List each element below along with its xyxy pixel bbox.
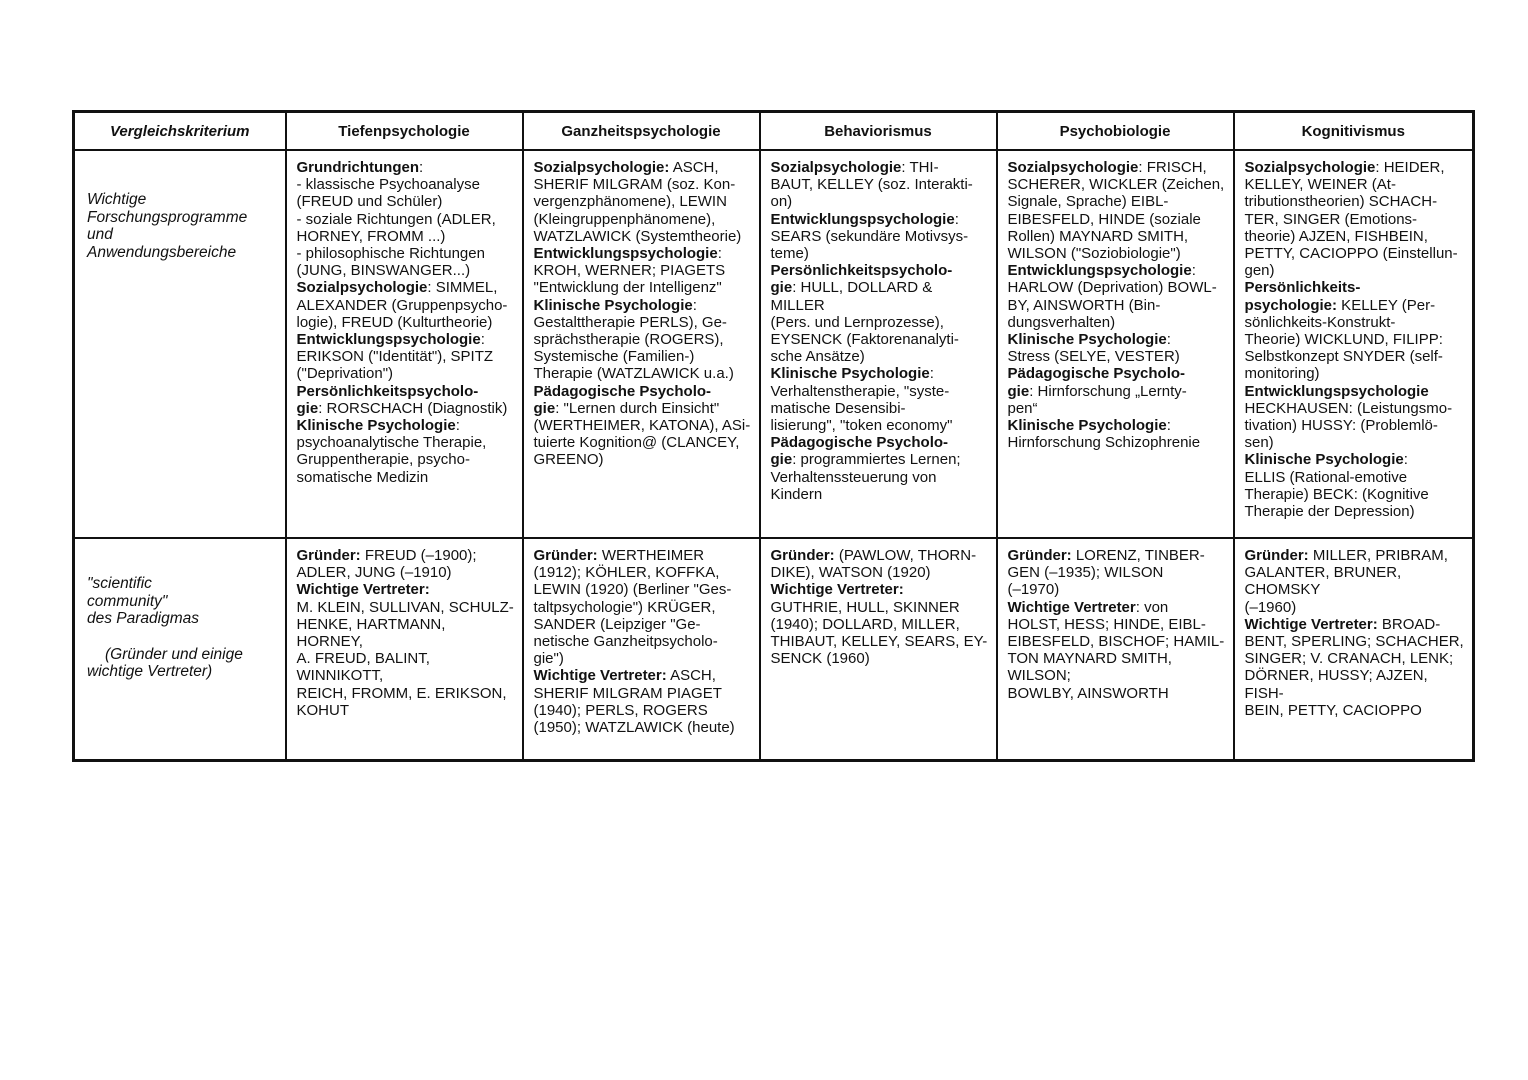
- row-label-community: [74, 538, 286, 761]
- header-criterion: Vergleichskriterium: [74, 112, 286, 151]
- cell-segment-heading: Gründer:: [770, 547, 835, 564]
- cell-segment-text: : ERIKSON ("Identität"), SPITZ ("Deprivation"): [296, 331, 494, 383]
- cell-segment-text: MILLER, PRIBRAM, GALANTER, BRUNER, CHOMSKY (–1960): [1244, 547, 1448, 616]
- cell-segment-heading: Klinische Psychologie: [1007, 417, 1167, 435]
- cell-segment-heading: Gründer:: [533, 547, 598, 564]
- cell-text: [534, 547, 753, 736]
- cell-segment-heading: Persönlichkeits- psychologie:: [1244, 279, 1361, 314]
- cell-segment-text: : FRISCH, SCHERER, WICKLER (Zeichen, Signale, Sprache) EIBL- EIBESFELD, HINDE (soziale Rollen) MAYNARD SMITH, WILSON ("Soziobiologie"): [1007, 159, 1225, 263]
- header-row: [74, 112, 1474, 151]
- cell-segment-heading: Sozialpsychologie: [1007, 159, 1139, 176]
- cell-segment-heading: Entwicklungspsychologie: [1244, 382, 1429, 400]
- cell-text: [1008, 547, 1227, 702]
- cell-segment-heading: Klinische Psychologie: [533, 296, 693, 314]
- cell-segment-text: : Hirnforschung „Lernty- pen“: [1007, 382, 1187, 417]
- cell-segment-heading: Klinische Psychologie: [296, 417, 456, 435]
- cell-segment-text: : - klassische Psychoanalyse (FREUD und Schüler) - soziale Richtungen (ADLER, HORNEY, FROMM ...) - philosophische Richtungen (JUNG, BINSWANGER...): [296, 159, 496, 280]
- cell-segment-text: ASCH, SHERIF MILGRAM PIAGET (1940); PERLS, ROGERS (1950); WATZLAWICK (heute): [533, 667, 735, 737]
- cell-segment-text: : Hirnforschung Schizophrenie: [1007, 417, 1201, 452]
- cell-segment-text: ASCH, SHERIF MILGRAM (soz. Kon- vergenzphänomene), LEWIN (Kleingruppenphänomene), WATZLAWICK (Systemtheorie): [533, 159, 742, 245]
- cell-segment-text: : HULL, DOLLARD & MILLER (Pers. und Lernprozesse), EYSENCK (Faktorenanalyti- sche Ansätze): [770, 279, 959, 366]
- cell-community-tiefenpsychologie: [286, 538, 523, 761]
- cell-segment-text: HECKHAUSEN: (Leistungsmo- tivation) HUSSY: (Problemlö- sen): [1244, 399, 1453, 452]
- cell-segment-heading: Sozialpsychologie: [770, 159, 902, 176]
- cell-segment-heading: Pädagogische Psycholo- gie: [1007, 365, 1186, 400]
- cell-research-kognitivismus: [1234, 150, 1474, 538]
- cell-text: [1008, 159, 1227, 451]
- row-label-community-subtext: (Gründer und einige wichtige Vertreter): [87, 645, 243, 680]
- header-behaviorismus: Behaviorismus: [760, 112, 997, 151]
- header-ganzheitspsychologie: Ganzheitspsychologie: [523, 112, 760, 151]
- cell-community-kognitivismus: [1234, 538, 1474, 761]
- cell-segment-text: : SIMMEL, ALEXANDER (Gruppenpsycho- logie), FREUD (Kulturtheorie): [296, 279, 508, 331]
- cell-segment-heading: Wichtige Vertreter:: [1244, 615, 1378, 633]
- row-label-research-text: Wichtige Forschungsprogramme und Anwendungsbereiche: [87, 191, 248, 261]
- cell-segment-heading: Gründer:: [296, 547, 361, 564]
- header-psychobiologie: Psychobiologie: [997, 112, 1234, 151]
- cell-segment-heading: Grundrichtungen: [296, 159, 419, 176]
- cell-research-behaviorismus: [760, 150, 997, 538]
- row-label-community-text: "scientific community" des Paradigmas: [87, 575, 200, 627]
- cell-segment-heading: Entwicklungspsychologie: [770, 210, 955, 228]
- cell-segment-heading: Persönlichkeitspsycholo- gie: [296, 382, 479, 417]
- cell-segment-text: LORENZ, TINBER- GEN (–1935); WILSON (–1970): [1007, 547, 1205, 599]
- cell-research-ganzheitspsychologie: [523, 150, 760, 538]
- cell-segment-heading: Wichtige Vertreter:: [296, 581, 430, 599]
- cell-segment-text: : programmiertes Lernen; Verhaltenssteuerung von Kindern: [770, 451, 961, 503]
- cell-text: [771, 547, 990, 667]
- cell-segment-heading: Wichtige Vertreter:: [770, 581, 904, 599]
- cell-segment-heading: Pädagogische Psycholo- gie: [770, 434, 949, 469]
- header-kognitivismus: Kognitivismus: [1234, 112, 1474, 151]
- cell-segment-text: : Verhaltenstherapie, "syste- matische Desensibi- lisierung", "token economy": [770, 365, 953, 435]
- cell-research-psychobiologie: [997, 150, 1234, 538]
- cell-segment-heading: Wichtige Vertreter: [1007, 598, 1136, 616]
- cell-community-ganzheitspsychologie: [523, 538, 760, 761]
- cell-segment-text: : KROH, WERNER; PIAGETS "Entwicklung der Intelligenz": [533, 245, 726, 297]
- row-research-programs: [74, 150, 1474, 538]
- cell-segment-text: : Stress (SELYE, VESTER): [1007, 331, 1180, 366]
- row-scientific-community: [74, 538, 1474, 761]
- cell-community-behaviorismus: [760, 538, 997, 761]
- cell-segment-heading: Persönlichkeitspsycholo- gie: [770, 262, 953, 297]
- cell-segment-heading: Entwicklungspsychologie: [296, 331, 481, 349]
- cell-segment-heading: Wichtige Vertreter:: [533, 667, 667, 685]
- cell-segment-text: : THI- BAUT, KELLEY (soz. Interakti- on): [770, 159, 973, 211]
- cell-text: [771, 159, 990, 503]
- comparison-table: [72, 110, 1475, 762]
- cell-research-tiefenpsychologie: [286, 150, 523, 538]
- cell-segment-text: FREUD (–1900); ADLER, JUNG (–1910): [296, 547, 477, 582]
- cell-segment-heading: Entwicklungspsychologie: [533, 245, 718, 263]
- cell-segment-text: : von HOLST, HESS; HINDE, EIBL- EIBESFELD, BISCHOF; HAMIL- TON MAYNARD SMITH, WILSON; BOWLBY, AINSWORTH: [1007, 598, 1225, 702]
- cell-segment-text: (PAWLOW, THORN- DIKE), WATSON (1920): [770, 547, 977, 582]
- cell-segment-heading: Sozialpsychologie: [296, 279, 428, 297]
- cell-segment-text: : HEIDER, KELLEY, WEINER (At- tributionstheorien) SCHACH- TER, SINGER (Emotions- theorie) AJZEN, FISHBEIN, PETTY, CACIOPPO (Einstellun- gen): [1244, 159, 1458, 280]
- cell-segment-text: : psychoanalytische Therapie, Gruppentherapie, psycho- somatische Medizin: [296, 417, 487, 486]
- cell-segment-text: : "Lernen durch Einsicht" (WERTHEIMER, KATONA), ASi- tuierte Kognition@ (CLANCEY, GREENO): [533, 399, 751, 469]
- cell-segment-text: : ELLIS (Rational-emotive Therapie) BECK: (Kognitive Therapie der Depression): [1244, 451, 1429, 521]
- cell-segment-heading: Gründer:: [1244, 547, 1309, 564]
- cell-segment-text: BROAD- BENT, SPERLING; SCHACHER, SINGER; V. CRANACH, LENK; DÖRNER, HUSSY; AJZEN, FISH- BEIN, PETTY, CACIOPPO: [1244, 615, 1464, 719]
- cell-segment-heading: Klinische Psychologie: [1007, 331, 1167, 349]
- cell-segment-text: WERTHEIMER (1912); KÖHLER, KOFFKA, LEWIN (1920) (Berliner "Ges- taltpsychologie") KRÜGER, SANDER (Leipziger "Ge- netische Ganzheitpsycholo- gie"): [533, 547, 732, 668]
- cell-text: [1245, 547, 1467, 719]
- cell-segment-heading: Klinische Psychologie: [1244, 451, 1404, 469]
- cell-text: [1245, 159, 1467, 520]
- cell-segment-text: : SEARS (sekundäre Motivsys- teme): [770, 210, 969, 263]
- cell-segment-heading: Pädagogische Psycholo- gie: [533, 382, 712, 417]
- cell-segment-heading: Sozialpsychologie: [1244, 159, 1376, 176]
- cell-text: [534, 159, 753, 469]
- cell-segment-text: KELLEY (Per- sönlichkeits-Konstrukt- Theorie) WICKLUND, FILIPP: Selbstkonzept SNYDER (self- monitoring): [1244, 296, 1443, 383]
- cell-segment-heading: Klinische Psychologie: [770, 365, 930, 383]
- cell-segment-heading: Gründer:: [1007, 547, 1072, 564]
- cell-segment-text: : RORSCHACH (Diagnostik): [318, 399, 508, 417]
- row-label-research: [74, 150, 286, 538]
- cell-segment-heading: Sozialpsychologie:: [533, 159, 670, 176]
- cell-segment-text: : Gestalttherapie PERLS), Ge- sprächstherapie (ROGERS), Systemische (Familien-) Therapie (WATZLAWICK u.a.): [533, 296, 734, 383]
- cell-segment-text: : HARLOW (Deprivation) BOWL- BY, AINSWORTH (Bin- dungsverhalten): [1007, 262, 1217, 331]
- cell-segment-text: GUTHRIE, HULL, SKINNER (1940); DOLLARD, MILLER, THIBAUT, KELLEY, SEARS, EY- SENCK (1960): [770, 598, 988, 668]
- cell-segment-text: M. KLEIN, SULLIVAN, SCHULZ- HENKE, HARTMANN, HORNEY, A. FREUD, BALINT, WINNIKOTT, REICH, FROMM, E. ERIKSON, KOHUT: [296, 598, 514, 719]
- cell-community-psychobiologie: [997, 538, 1234, 761]
- header-tiefenpsychologie: Tiefenpsychologie: [286, 112, 523, 151]
- cell-segment-heading: Entwicklungspsychologie: [1007, 262, 1192, 280]
- cell-text: [297, 159, 516, 486]
- cell-text: [297, 547, 516, 719]
